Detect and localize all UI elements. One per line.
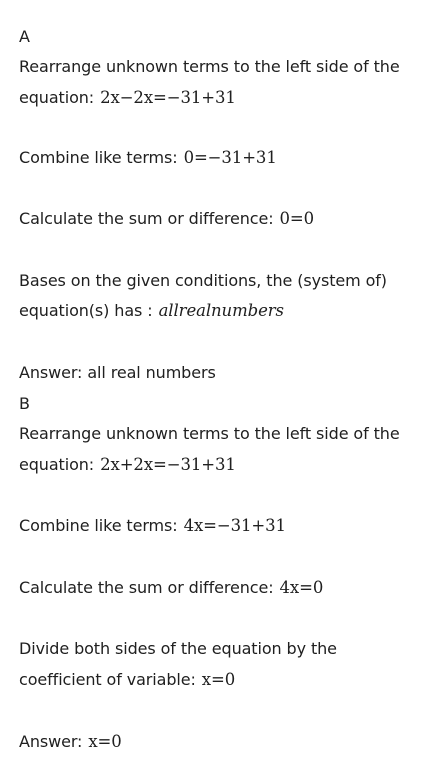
section-b-step4-line2 [19,670,235,690]
section-b-step1-text: Rearrange unknown terms to the left side of the [19,424,400,443]
section-b-step2-equation: 4x=−31+31 [183,516,286,535]
section-a-step1-line2 [19,88,236,108]
section-a-step1-cont: equation: [19,88,95,107]
section-b-step4-cont: coefficient of variable: [19,670,196,689]
section-b-step3 [19,578,323,598]
section-a-step2-equation: 0=−31+31 [183,148,277,167]
section-b-step4-equation: x=0 [201,670,236,689]
section-a-step2 [19,148,277,168]
section-a-step4-text: Bases on the given conditions, the (system of) [19,271,387,290]
section-b-answer-equation: x=0 [88,732,122,751]
section-b-step2-text: Combine like terms: [19,516,178,535]
section-a-answer: Answer: all real numbers [19,363,216,382]
section-a-label: A [19,27,30,46]
section-b-answer-label: Answer: [19,732,83,751]
section-b-step1-line2 [19,455,236,475]
section-a-step4-cont: equation(s) has : [19,301,153,320]
section-a-step1-equation: 2x−2x=−31+31 [100,88,236,107]
section-b-answer [19,732,122,752]
section-a-step2-text: Combine like terms: [19,148,178,167]
section-b-label: B [19,394,30,413]
section-b-step2 [19,516,286,536]
section-b-step3-text: Calculate the sum or difference: [19,578,274,597]
section-a-step4-result: allrealnumbers [158,301,284,320]
section-a-step3-text: Calculate the sum or difference: [19,209,274,228]
section-a-step1-text: Rearrange unknown terms to the left side of the [19,57,400,76]
section-b-step4-text: Divide both sides of the equation by the [19,639,337,658]
section-b-step1-cont: equation: [19,455,95,474]
section-a-step4-line2 [19,301,284,321]
section-b-step1-equation: 2x+2x=−31+31 [100,455,236,474]
section-a-step3-equation: 0=0 [279,209,315,228]
section-b-step3-equation: 4x=0 [279,578,324,597]
section-a-step3 [19,209,314,229]
